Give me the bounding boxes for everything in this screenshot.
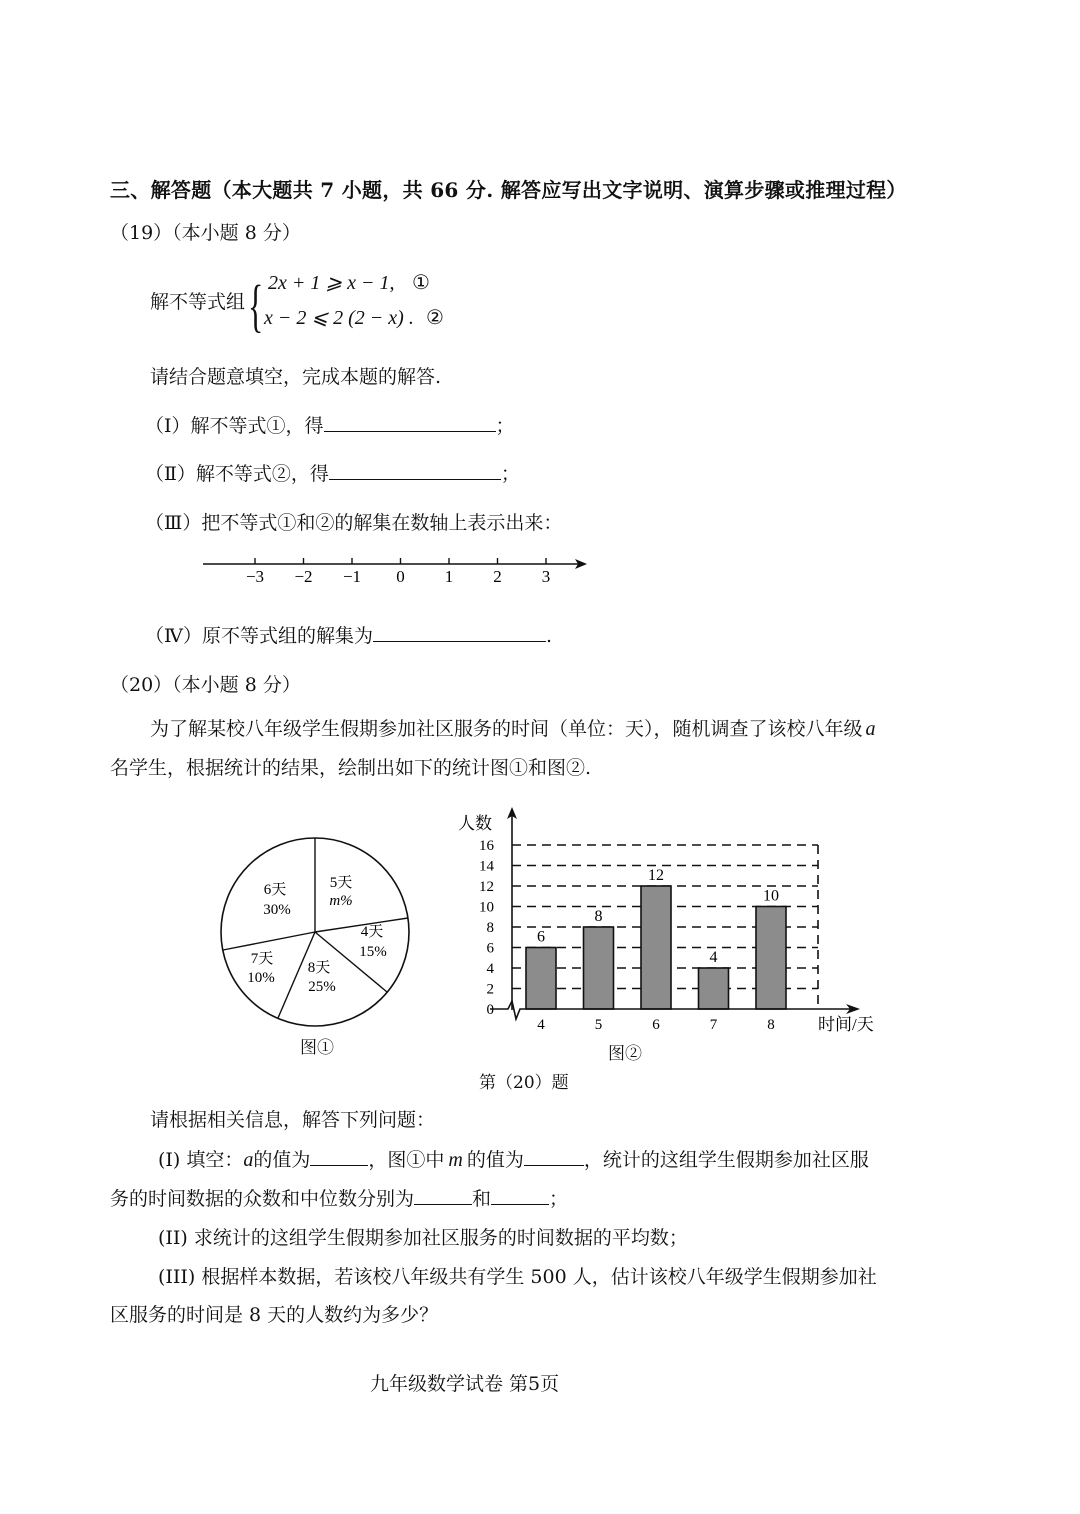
x-axis-label: 时间/天 (818, 1015, 874, 1034)
y-tick-label: 14 (479, 858, 494, 875)
q20-part3-line1: (III) 根据样本数据，若该校八年级共有学生 500 人，估计该校八年级学生假期参加社 (158, 1266, 877, 1288)
pie-label-5: 5天 (329, 875, 353, 891)
q20-stem-text: 为了解某校八年级学生假期参加社区服务的时间（单位：天），随机调查了该校八年级 (150, 718, 863, 740)
q19-part1-text: （Ⅰ）解不等式①，得 (145, 415, 324, 437)
number-line-label: 3 (541, 567, 551, 586)
y-tick-label: 6 (486, 940, 494, 957)
pie-chart (215, 832, 415, 1032)
number-line[interactable] (195, 548, 595, 593)
y-tick-label: 12 (479, 879, 494, 895)
bar-value-label: 6 (537, 928, 545, 946)
q20-p1-var-a: a (243, 1149, 254, 1171)
system-brace: { (248, 273, 264, 338)
bar (526, 948, 556, 1010)
q20-stem-var-a: a (865, 718, 876, 740)
bar (756, 907, 786, 1010)
q20-part1-line2 (110, 1184, 568, 1211)
q20-part1-line1 (158, 1145, 869, 1172)
answer-blank-4[interactable] (373, 623, 546, 642)
q20-p1-var-m: m (448, 1149, 463, 1171)
q19-part2 (145, 459, 520, 486)
q19-part2-end: ； (500, 463, 520, 485)
y-tick-label: 16 (479, 838, 494, 854)
q20-p1-line2-b: 和 (472, 1188, 492, 1210)
bar (584, 927, 614, 1009)
q20-part2: (II) 求统计的这组学生假期参加社区服务的时间数据的平均数； (158, 1227, 688, 1249)
q19-part4-end: . (545, 625, 553, 647)
x-tick-label: 4 (537, 1017, 545, 1033)
q19-part4 (145, 621, 552, 648)
q19-ineq1-mark: ① (412, 272, 430, 294)
q19-part3: （Ⅲ）把不等式①和②的解集在数轴上表示出来： (145, 512, 563, 534)
answer-blank-m[interactable] (524, 1147, 584, 1166)
bar-value-label: 10 (763, 887, 779, 905)
q19-instruction: 请结合题意填空，完成本题的解答. (150, 366, 442, 388)
q20-ask: 请根据相关信息，解答下列问题： (150, 1109, 436, 1131)
y-tick-label: 4 (486, 961, 494, 977)
y-tick-label: 2 (486, 981, 494, 998)
y-axis-label: 人数 (458, 814, 492, 833)
number-line-label: 1 (444, 567, 454, 586)
q20-p1-e: ，统计的这组学生假期参加社区服 (583, 1149, 869, 1171)
q20-stem-line2: 名学生，根据统计的结果，绘制出如下的统计图①和图②. (110, 757, 592, 779)
q20-p1-b: 的值为 (253, 1149, 311, 1171)
answer-blank-2[interactable] (329, 461, 501, 480)
q19-ineq1: 2x + 1 ⩾ x − 1, (268, 272, 395, 294)
section-title: 三、解答题（本大题共 7 小题，共 66 分. 解答应写出文字说明、演算步骤或推理过程） (110, 178, 907, 202)
pie-value-5: m% (329, 893, 353, 909)
y-tick-label: 8 (486, 920, 494, 936)
q20-part3-line2: 区服务的时间是 8 天的人数约为多少？ (110, 1304, 439, 1326)
q20-p1-a: (I) 填空： (158, 1149, 244, 1171)
x-tick-label: 5 (594, 1017, 603, 1033)
figure-caption: 第（20）题 (479, 1073, 569, 1093)
bar (641, 886, 671, 1009)
answer-blank-a[interactable] (310, 1147, 368, 1166)
answer-blank-1[interactable] (324, 413, 496, 432)
x-tick-label: 8 (767, 1017, 775, 1033)
pie-label-7: 7天 (250, 951, 274, 967)
q20-p1-line2-a: 务的时间数据的众数和中位数分别为 (110, 1188, 415, 1210)
q19-ineq2: x − 2 ⩽ 2 (2 − x) . (264, 307, 414, 329)
y-tick-label: 10 (479, 899, 494, 916)
q20-p1-c: ，图①中 (368, 1149, 445, 1171)
pie-value-7: 10% (247, 970, 275, 986)
q19-number: （19）（本小题 8 分） (110, 222, 301, 244)
pie-label-6: 6天 (263, 882, 287, 898)
pie-caption: 图① (300, 1038, 334, 1058)
x-tick-label: 7 (709, 1017, 718, 1033)
y-tick-label: 0 (486, 1002, 494, 1018)
q19-part2-text: （Ⅱ）解不等式②，得 (145, 463, 329, 485)
bar-value-label: 12 (648, 867, 664, 884)
q19-ineq2-mark: ② (426, 307, 444, 329)
pie-value-6: 30% (263, 902, 291, 918)
q19-part1 (145, 411, 515, 438)
pie-value-4: 15% (359, 944, 387, 960)
q19-system-label: 解不等式组 (150, 291, 246, 313)
pie-label-8: 8天 (307, 960, 331, 976)
q19-part4-text: （Ⅳ）原不等式组的解集为 (145, 625, 373, 647)
x-tick-label: 6 (652, 1017, 660, 1033)
q20-p1-line2-c: ； (549, 1188, 569, 1210)
number-line-label: 2 (493, 567, 502, 586)
number-line-label: 0 (396, 567, 405, 586)
number-line-label: −2 (294, 567, 313, 586)
bar-caption: 图② (608, 1044, 642, 1064)
bar-chart (450, 805, 890, 1060)
answer-blank-mode[interactable] (414, 1186, 472, 1205)
bar-value-label: 8 (594, 908, 603, 925)
q20-p1-d: 的值为 (466, 1149, 524, 1171)
number-line-label: −1 (342, 567, 362, 586)
pie-value-8: 25% (308, 979, 336, 995)
page-footer: 九年级数学试卷 第5页 (370, 1373, 560, 1395)
number-line-label: −3 (245, 567, 265, 586)
q20-stem-line1 (150, 714, 876, 741)
bar-value-label: 4 (709, 949, 718, 966)
answer-blank-median[interactable] (491, 1186, 549, 1205)
q19-part1-end: ； (495, 415, 515, 437)
pie-label-4: 4天 (360, 924, 384, 940)
bar (699, 968, 729, 1009)
q20-number: （20）（本小题 8 分） (110, 674, 301, 696)
